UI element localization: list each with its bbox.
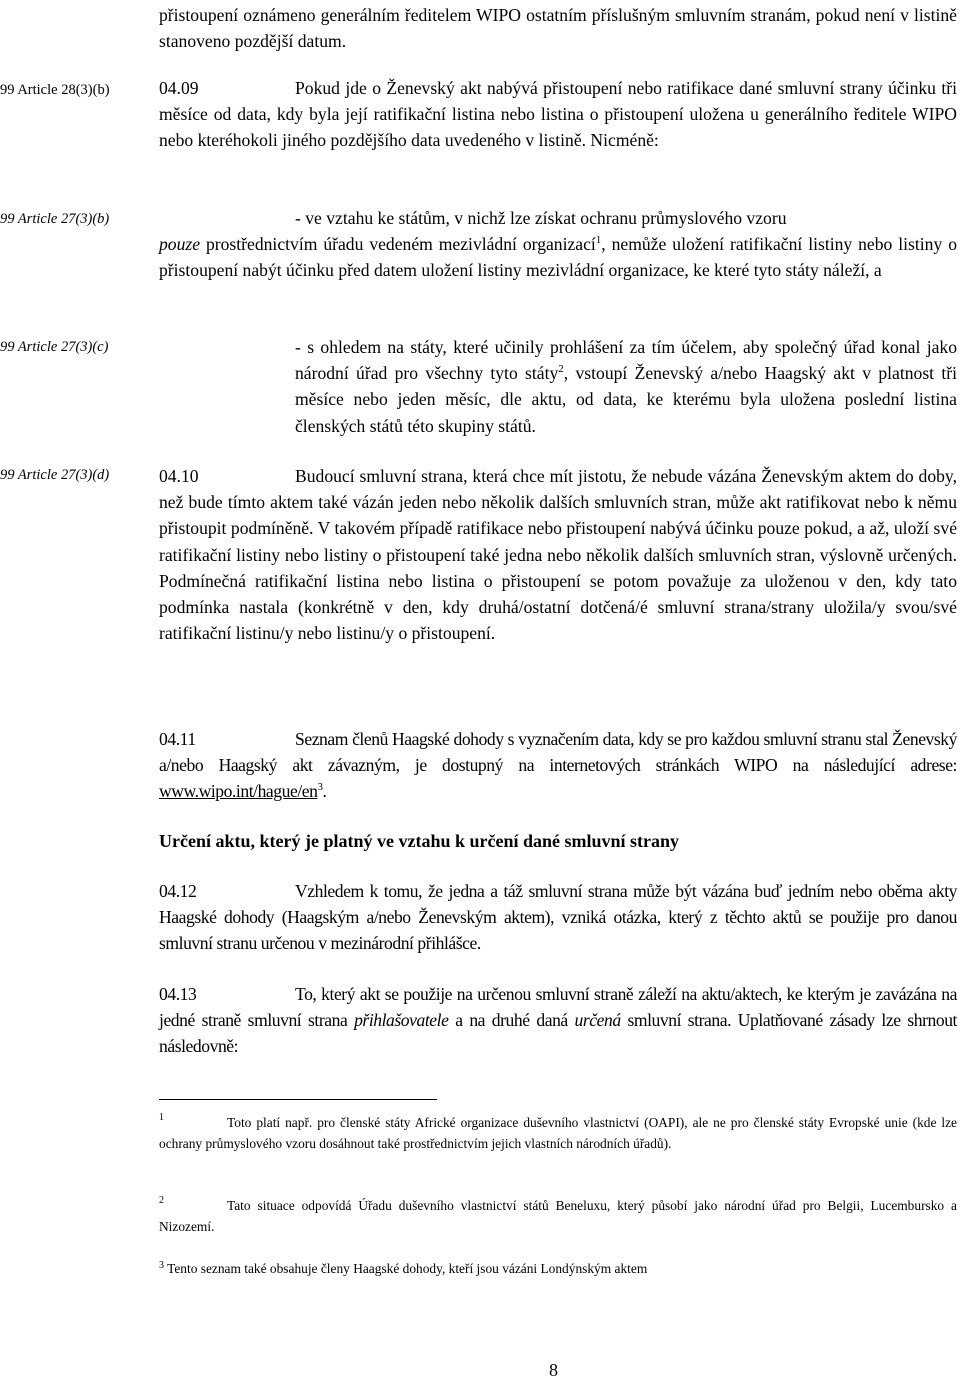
margin-note: 99 Article 27(3)(d): [0, 467, 110, 483]
hague-link[interactable]: www.wipo.int/hague/en: [159, 781, 318, 802]
footnote-reference: 3: [317, 781, 323, 794]
paragraph-continuation: přistoupení oznámeno generálním ředitelem WIPO ostatním příslušným smluvním stranám, pokud není v listině stanoveno pozdější datum.: [159, 5, 957, 52]
margin-note: 99 Article 28(3)(b): [0, 82, 110, 98]
footnote-1: $^1$ Toto platí např. pro členské státy Africké organizace duševního vlastnictví (OAPI), ale ne pro členské státy Evropské unie (kde lze ochrany průmyslového vzoru dosáhnout také prostřednictvím jejich vlastních národních úřadů).: [159, 1112, 957, 1151]
margin-note: 99 Article 27(3)(c): [0, 339, 109, 355]
paragraph-number: 04.13: [159, 984, 197, 1004]
paragraph-04-09: 04.09 Pokud jde o Ženevský akt nabývá přistoupení nebo ratifikace dané smluvní strany účinku tři měsíce od data, kdy byla její ratifikační listina nebo listina o přistoupení uložena u generálního ředitele WIPO nebo kteréhokoli jiného pozdějšího data uvedeného v listině. Nicméně:: [159, 75, 957, 154]
page-number: 8: [549, 1360, 558, 1380]
footnote-reference: 2: [558, 363, 564, 376]
paragraph-04-11: 04.11 Seznam členů Haagské dohody s vyznačením data, kdy se pro každou smluvní stranu stal Ženevský a/nebo Haagský akt závazným, je dostupný na internetových stránkách WIPO na následující adrese: $www.wipo.int/hague/en^3$.: [159, 726, 957, 805]
footnote-3: $^3$ Tento seznam také obsahuje členy Haagské dohody, kteří jsou vázáni Londýnským aktem: [159, 1260, 648, 1276]
paragraph-04-10: 04.10 Budoucí smluvní strana, která chce mít jistotu, že nebude vázána Ženevským aktem do doby, než bude tímto aktem také vázán jeden nebo několik dalších smluvních stran, může akt ratifikovat nebo k němu přistoupit podmíněně. V takovém případě ratifikace nebo přistoupení nabývá účinku pouze pokud, a až, uloží své ratifikační listiny nebo listiny o přistoupení také jedna nebo několik dalších smluvních stran, výslovně určených. Podmínečná ratifikační listina nebo listina o přistoupení se potom považuje za uloženou v den, kdy tato podmínka nastala (konkrétně v den, kdy druhá/ostatní dotčená/é smluvní strana/strany uložila/y svou/své ratifikační listinu/y nebo listinu/y o přistoupení.: [159, 463, 957, 646]
paragraph-number: 04.10: [159, 466, 199, 486]
paragraph-number: 04.09: [159, 78, 199, 98]
footnote-2: $^2$ Tato situace odpovídá Úřadu duševního vlastnictví států Beneluxu, který působí jako národní úřad pro Belgii, Lucembursko a Nizozemí.: [159, 1195, 957, 1234]
paragraph-04-13: 04.13 To, který akt se použije na určenou smluvní straně záleží na aktu/aktech, ke kterým je zavázána na jedné straně smluvní strana přihlašovatele a na druhé daná určená smluvní strana. Uplatňované zásady lze shrnout následovně:: [159, 981, 957, 1060]
section-heading: Určení aktu, který je platný ve vztahu k určení dané smluvní strany: [159, 831, 680, 851]
list-item: - ve vztahu ke státům, v nichž lze získat ochranu průmyslového vzoru pouze prostřednictvím úřadu vedeném mezivládní organizací$^1$, nemůže uložení ratifikační listiny nebo listiny o přistoupení nabýt účinku před datem uložení listiny mezivládní organizace, ke které tyto státy náleží, a: [159, 208, 957, 281]
footnote-reference: 1: [595, 234, 602, 247]
margin-note: 99 Article 27(3)(b): [0, 211, 110, 227]
paragraph-number: 04.12: [159, 881, 197, 901]
paragraph-04-12: 04.12 Vzhledem k tomu, že jedna a táž smluvní strana může být vázána buď jedním nebo oběma akty Haagské dohody (Haagským a/nebo Ženevským aktem), vzniká otázka, který z těchto aktů se použije pro danou smluvní stranu určenou v mezinárodní přihlášce.: [159, 878, 957, 957]
footnote-divider: [159, 1099, 437, 1100]
list-item: - s ohledem na státy, které učinily prohlášení za tím účelem, aby společný úřad konal jako národní úřad pro všechny tyto státy$^2$, vstoupí Ženevský a/nebo Haagský akt v platnost tři měsíce nebo jeden měsíc, dle aktu, od data, ke kterému byla uložena poslední listina členských států této skupiny států.: [295, 337, 957, 436]
paragraph-number: 04.11: [159, 729, 196, 749]
